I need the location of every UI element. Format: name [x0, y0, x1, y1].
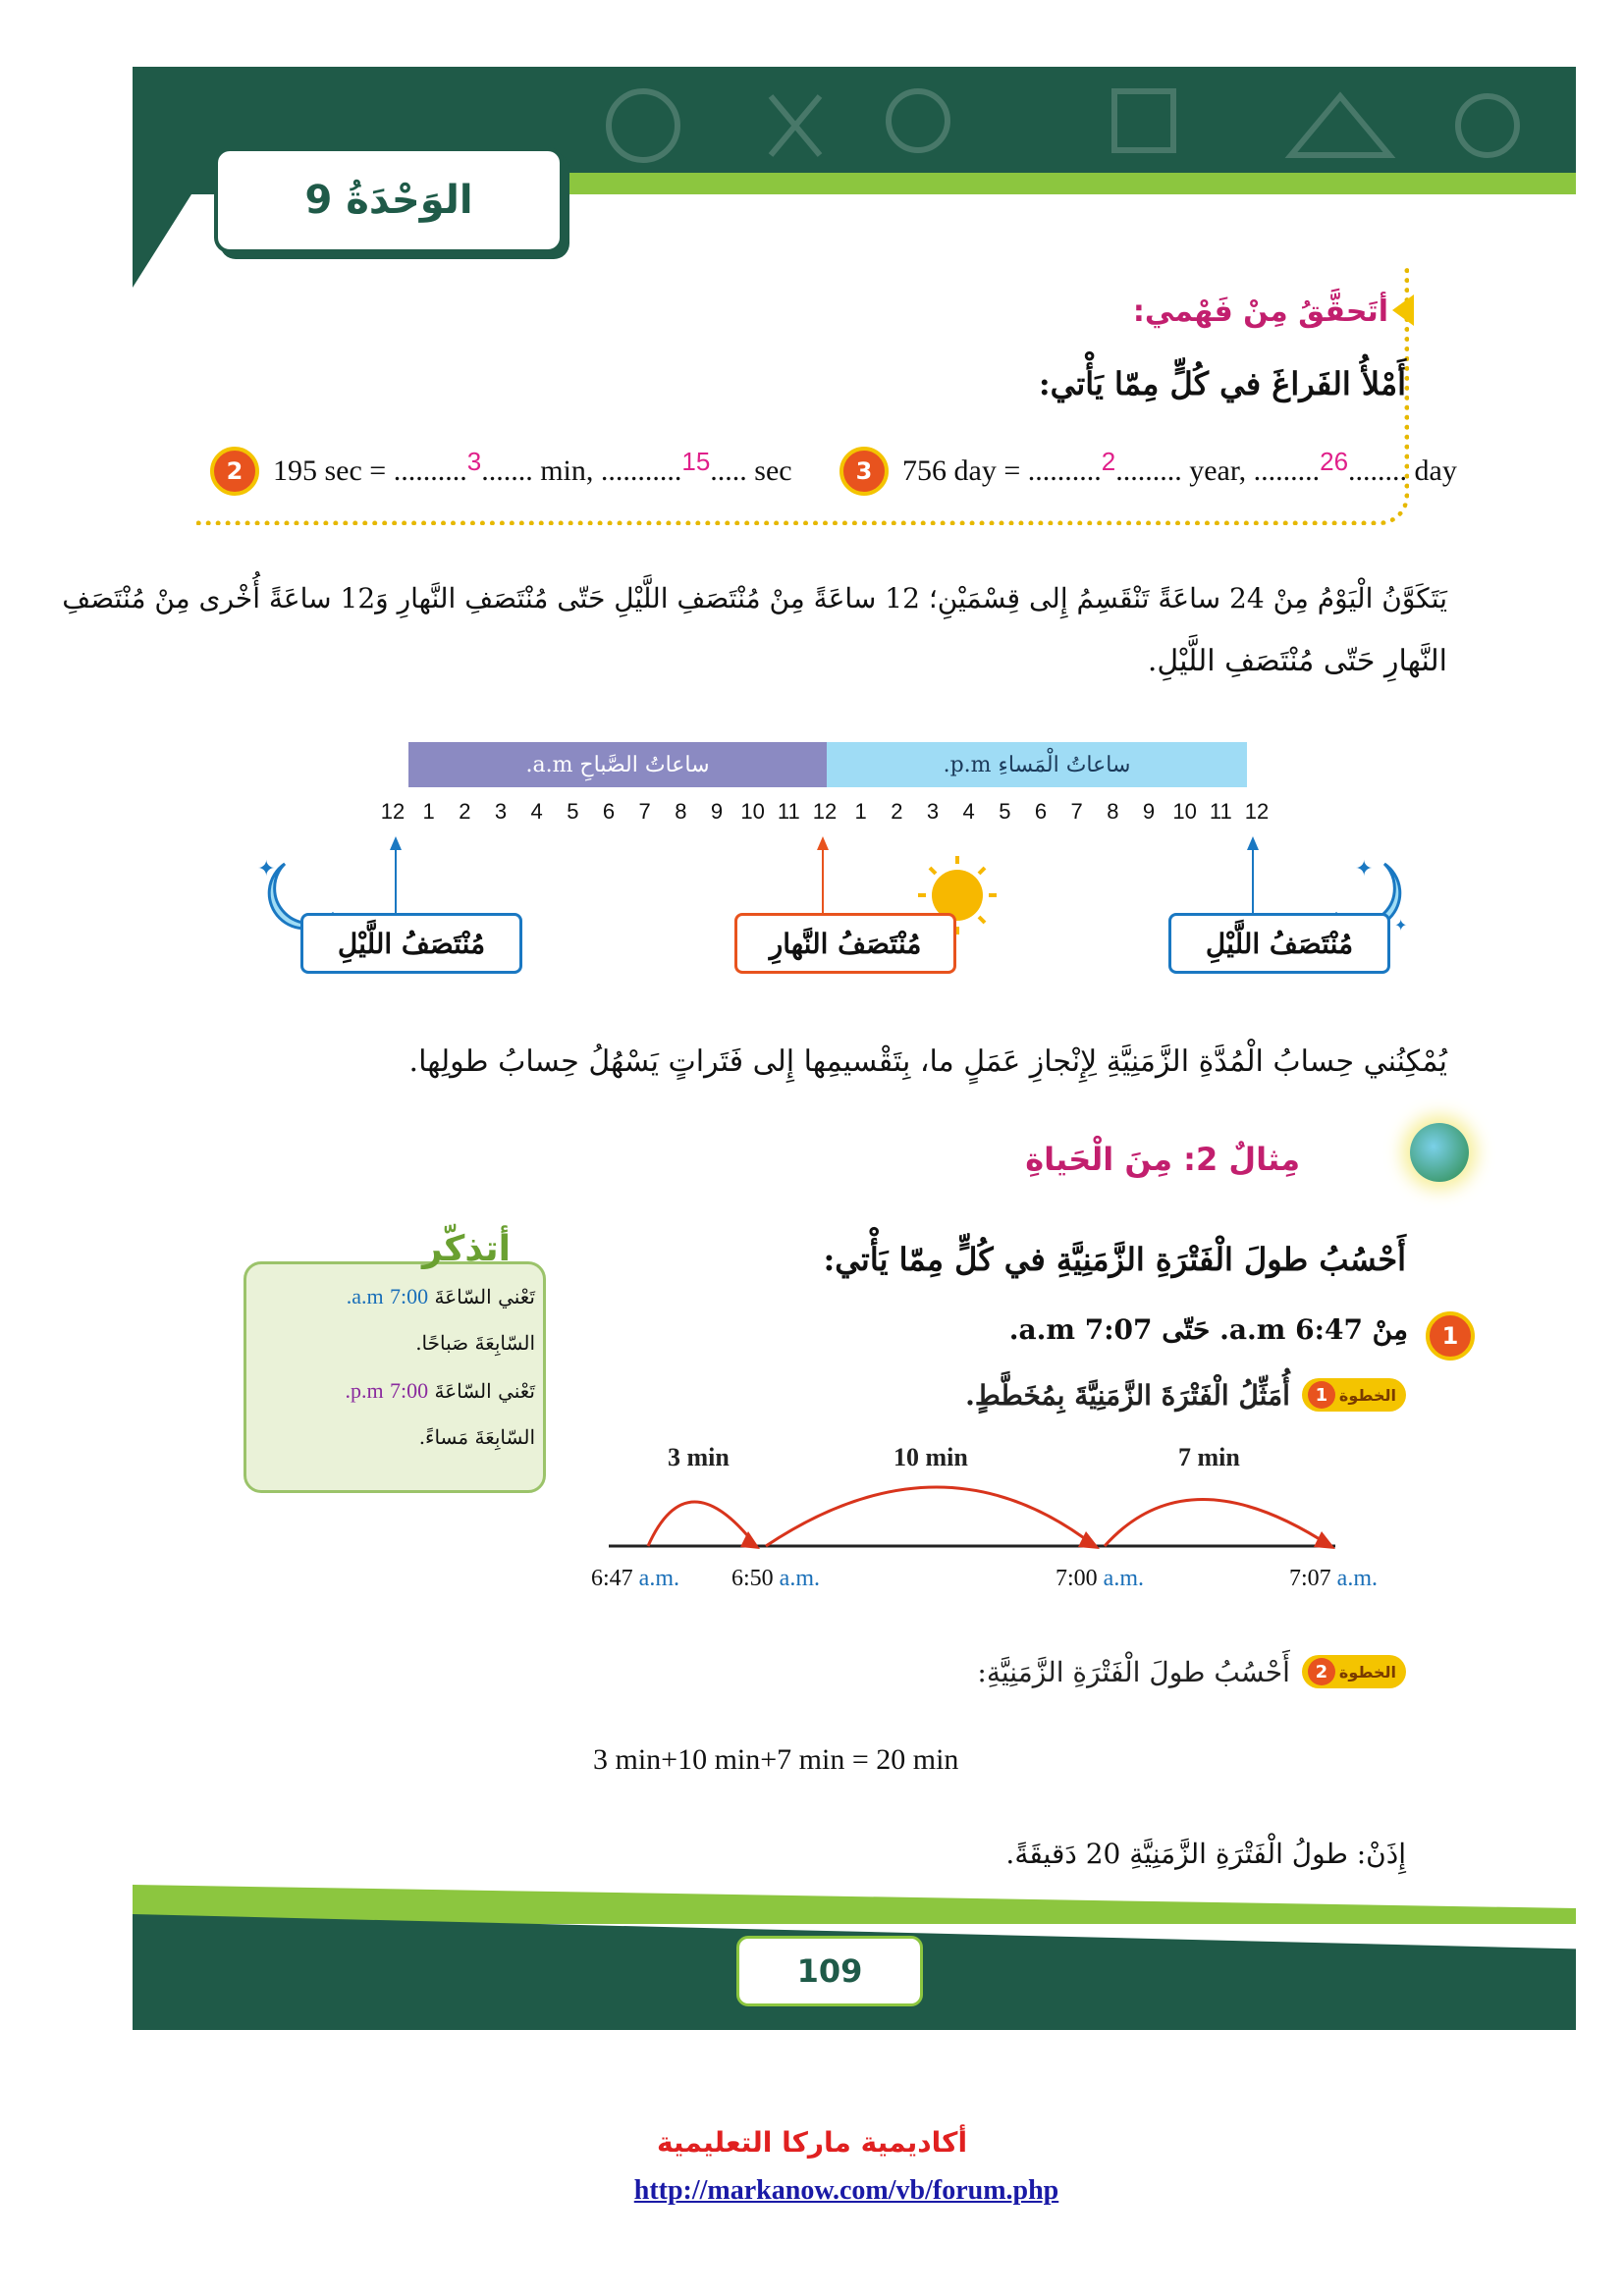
hour-tick-label: 11	[1209, 799, 1232, 824]
time-point-2: 6:50 a.m.	[731, 1566, 820, 1591]
time-point-4: 7:07 a.m.	[1289, 1566, 1378, 1591]
item-number-badge: 1	[1426, 1311, 1475, 1361]
hour-tick-label: 10	[740, 799, 765, 824]
hour-tick-label: 12	[380, 799, 406, 824]
hour-tick-label: 4	[530, 799, 543, 824]
hour-tick-label: 12	[812, 799, 838, 824]
hour-tick-label: 2	[459, 799, 471, 824]
answer-value: 15	[681, 447, 711, 476]
gap-arc-3	[1105, 1500, 1330, 1547]
footer-green-stripe	[133, 1885, 1576, 1924]
hour-tick-label: 12	[1244, 799, 1270, 824]
example-instruction: أَحْسُبُ طولَ الْفَتْرَةِ الزَّمَنِيَّةِ في كُلٍّ مِمّا يَأْتي:	[823, 1241, 1406, 1278]
step-2-badge: الخطوة 2	[1302, 1655, 1406, 1688]
forum-link[interactable]: http://markanow.com/vb/forum.php	[633, 2175, 1059, 2206]
hour-tick-label: 4	[962, 799, 975, 824]
hour-tick-label: 3	[926, 799, 940, 824]
noon-callout: مُنْتَصَفُ النَّهارِ	[734, 913, 956, 974]
question-number-badge: 2	[210, 447, 259, 496]
hour-tick-label: 7	[1070, 799, 1083, 824]
step-2: الخطوة 2 أَحْسُبُ طولَ الْفَتْرَةِ الزَّمَنِيَّةِ:	[977, 1655, 1406, 1688]
hour-tick-label: 1	[854, 799, 867, 824]
hour-tick-label: 1	[422, 799, 435, 824]
remember-box: تَعْني السّاعَةَ 7:00 a.m. السّابِعَةَ صَباحًا. تَعْني السّاعَةَ 7:00 p.m. السّابِعَةَ مَساءً.	[244, 1261, 546, 1493]
hour-tick-label: 2	[891, 799, 903, 824]
hour-tick-label: 3	[494, 799, 508, 824]
step-1: الخطوة 1 أُمَثِّلُ الْفَتْرَةَ الزَّمَنِيَّةَ بِمُخَطَّطٍ.	[965, 1378, 1406, 1412]
hour-tick-label: 9	[710, 799, 724, 824]
gap-label-3: 7 min	[1178, 1443, 1240, 1471]
check-understanding-title: أتَحقَّقُ مِنْ فَهْمي:	[1132, 294, 1388, 329]
hour-tick-label: 7	[638, 799, 651, 824]
time-point-3: 7:00 a.m.	[1056, 1566, 1144, 1591]
svg-text:✦: ✦	[257, 857, 276, 881]
globe-icon	[1410, 1123, 1469, 1182]
hour-tick-label: 8	[675, 799, 687, 824]
pm-hours-bar: ساعاتُ الْمَساءِ p.m.	[827, 742, 1247, 787]
question-2-equation: 195 sec = ..........3....... min, ...........15..... sec	[273, 447, 792, 487]
answer-value: 26	[1320, 447, 1349, 476]
example-title: مِثالٌ 2: مِنَ الْحَياةِ	[1025, 1141, 1300, 1178]
question-3-equation: 756 day = ..........2......... year, .........26........ day	[902, 447, 1457, 487]
gap-arc-1	[648, 1502, 756, 1546]
midday-arrows	[0, 0, 1624, 982]
answer-value: 3	[466, 447, 482, 476]
hour-tick-label: 11	[777, 799, 800, 824]
answer-value: 2	[1101, 447, 1116, 476]
remember-title: أتذكّر	[422, 1229, 511, 1269]
svg-text:✦: ✦	[1355, 857, 1374, 881]
duration-paragraph: يُمْكِنُني حِسابُ الْمُدَّةِ الزَّمَنِيَّةِ لِإِنْجازِ عَمَلٍ ما، بِتَقْسيمِها إِلى فَتَراتٍ يَسْهُلُ حِسابُ طولِها.	[408, 1044, 1447, 1079]
hour-tick-label: 5	[567, 799, 579, 824]
hour-tick-label: 9	[1142, 799, 1156, 824]
hour-tick-label: 10	[1172, 799, 1197, 824]
svg-text:✦: ✦	[1394, 916, 1408, 934]
hour-tick-label: 6	[1034, 799, 1048, 824]
step-1-badge: الخطوة 1	[1302, 1378, 1406, 1412]
check-instruction: أَمْلأُ الفَراغَ في كُلٍّ مِمّا يَأْتي:	[1038, 365, 1406, 402]
time-point-1: 6:47 a.m.	[591, 1566, 679, 1591]
conclusion: إِذَنْ: طولُ الْفَتْرَةِ الزَّمَنِيَّةِ 20 دَقيقَةً.	[1005, 1838, 1406, 1870]
midnight-right-callout: مُنْتَصَفُ اللَّيْلِ	[1168, 913, 1390, 974]
page-number: 109	[736, 1936, 923, 2006]
hour-tick-label: 8	[1107, 799, 1119, 824]
sum-equation: 3 min+10 min+7 min = 20 min	[593, 1743, 959, 1776]
hour-tick-label: 5	[999, 799, 1011, 824]
midnight-left-callout: مُنْتَصَفُ اللَّيْلِ	[300, 913, 522, 974]
gap-label-1: 3 min	[668, 1443, 730, 1471]
gap-label-2: 10 min	[893, 1443, 968, 1471]
academy-name: أكاديمية ماركا التعليمية	[656, 2126, 968, 2159]
unit-title: الوَحْدَةُ 9	[214, 147, 564, 253]
gap-arc-2	[766, 1487, 1095, 1546]
day-hours-paragraph: يَتَكَوَّنُ الْيَوْمُ مِنْ 24 ساعَةً تَنْقَسِمُ إِلى قِسْمَيْنِ؛ 12 ساعَةً مِنْ مُنْتَصَفِ اللَّيْلِ حَتّى مُنْتَصَفِ النَّهارِ وَ12 ساعَةً أُخْرى مِنْ مُنْتَصَفِ النَّهارِ حَتّى مُنْتَصَفِ اللَّيْلِ.	[62, 582, 1447, 678]
am-hours-bar: ساعاتُ الصَّباحِ a.m.	[408, 742, 827, 787]
question-number-badge: 3	[839, 447, 889, 496]
item-1-text: مِنْ 6:47 a.m. حَتّى 7:07 a.m.	[1008, 1313, 1408, 1346]
hour-tick-label: 6	[602, 799, 616, 824]
